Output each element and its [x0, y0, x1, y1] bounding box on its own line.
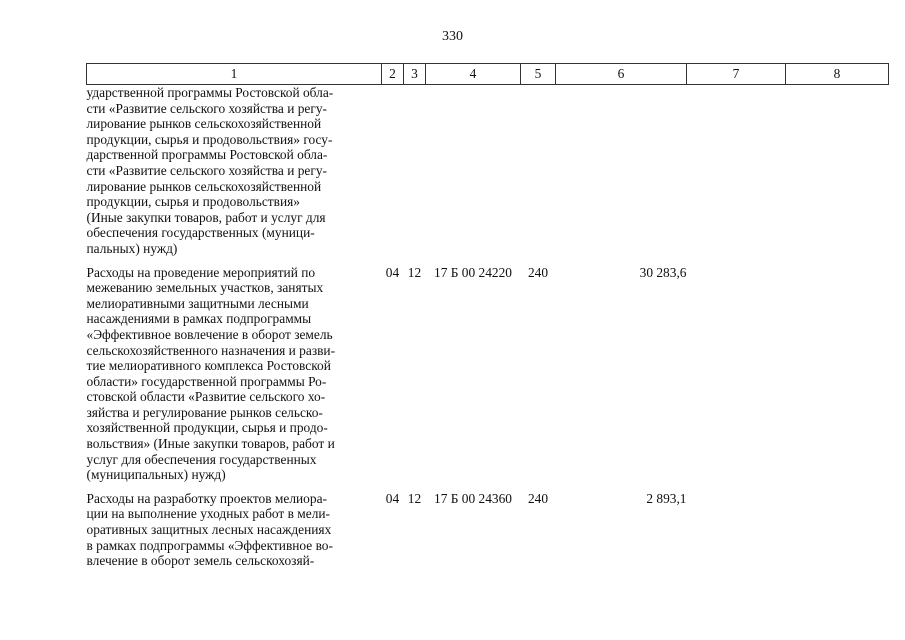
row-col8 [786, 85, 889, 265]
table-row [87, 265, 889, 491]
table-row [87, 85, 889, 265]
row-target-article: 17 Б 00 24220 [434, 264, 512, 280]
row-amount: 30 283,6 [639, 264, 687, 280]
row-col7 [687, 265, 786, 491]
row-description: ударственной программы Ростовской обла- сти «Развитие сельского хозяйства и регу- лирование рынков сельскохозяйственной продукции, сырья и продовольствия» госу- дарственной программы Ростовской обла- сти «Развитие сельского хозяйства и регу- лирование рынков сельскохозяйственной продукции, сырья и продовольствия» (Иные закупки товаров, работ и услуг для обеспечения государственных (муници- пальных) нужд) [86, 85, 334, 256]
row-col7 [687, 491, 786, 577]
row-target-article: 17 Б 00 24360 [434, 490, 512, 506]
row-col8 [786, 491, 889, 577]
header-col-6: 6 [556, 64, 687, 85]
header-col-1: 1 [87, 64, 382, 85]
row-subsection: 12 [407, 490, 422, 506]
header-col-5: 5 [521, 64, 556, 85]
row-col7 [687, 85, 786, 265]
header-col-7: 7 [687, 64, 786, 85]
row-section: 04 [385, 490, 400, 506]
header-col-4: 4 [426, 64, 521, 85]
header-col-8: 8 [786, 64, 889, 85]
row-subsection [404, 85, 426, 265]
row-expense-type [521, 85, 556, 265]
row-description: Расходы на проведение мероприятий по межеванию земельных участков, занятых мелиоративными защитными лесными насаждениями в рамках подпрограммы «Эффективное вовлечение в оборот земель сельскохозяйственного назначения и разви- тие мелиоративного комплекса Ростовской области» государственной программы Ро- стовской области «Развитие сельского хо- зяйства и регулирование рынков сельско- хозяйственной продукции, сырья и продо- вольствия» (Иные закупки товаров, работ и услуг для обеспечения государственных (муниципальных) нужд) [86, 264, 336, 483]
row-expense-type: 240 [527, 490, 549, 506]
page-number: 330 [442, 29, 463, 44]
row-amount: 2 893,1 [646, 490, 687, 506]
row-amount [556, 85, 687, 265]
row-section: 04 [385, 264, 400, 280]
row-section [382, 85, 404, 265]
header-col-3: 3 [404, 64, 426, 85]
row-description: Расходы на разработку проектов мелиора- ции на выполнение уходных работ в мели- оративных защитных лесных насаждениях в рамках подпрограммы «Эффективное во- влечение в оборот земель сельскохозяй- [86, 490, 333, 569]
table-row [87, 491, 889, 577]
row-target-article [426, 85, 521, 265]
table-header-row [87, 64, 889, 85]
row-expense-type: 240 [527, 264, 549, 280]
budget-table [86, 63, 889, 577]
header-col-2: 2 [382, 64, 404, 85]
row-subsection: 12 [407, 264, 422, 280]
row-col8 [786, 265, 889, 491]
